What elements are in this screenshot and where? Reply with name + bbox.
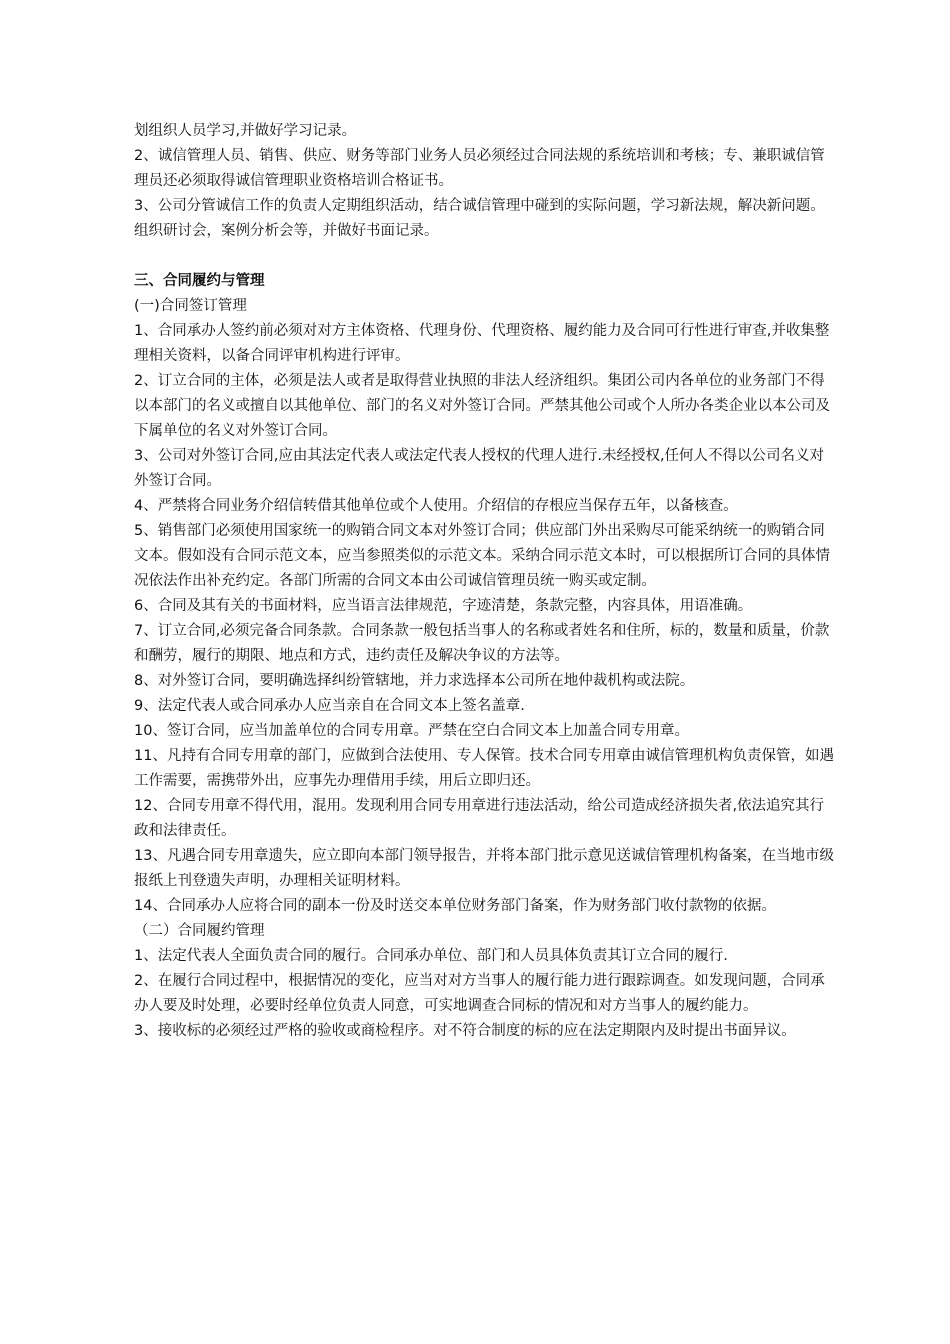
list-item: 14、合同承办人应将合同的副本一份及时送交本单位财务部门备案，作为财务部门收付款物的依据。 bbox=[134, 898, 776, 914]
list-item: 5、销售部门必须使用国家统一的购销合同文本对外签订合同；供应部门外出采购尽可能采纳统一的购销合同文本。假如没有合同示范文本，应当参照类似的示范文本。采纳合同示范文本时，可以根据所订合同的具体情况依法作出补充约定。各部门所需的合同文本由公司诚信管理员统一购买或定制。 bbox=[134, 523, 830, 589]
list-item: 1、合同承办人签约前必须对对方主体资格、代理身份、代理资格、履约能力及合同可行性进行审查,并收集整理相关资料，以备合同评审机构进行评审。 bbox=[134, 323, 830, 364]
document-body bbox=[134, 119, 834, 1044]
paragraph: 划组织人员学习,并做好学习记录。 bbox=[134, 123, 357, 139]
list-item: 9、法定代表人或合同承办人应当亲自在合同文本上签名盖章. bbox=[134, 698, 525, 714]
list-item: 3、公司对外签订合同,应由其法定代表人或法定代表人授权的代理人进行.未经授权,任何人不得以公司名义对外签订合同。 bbox=[134, 448, 825, 489]
subsection-title-signing: (一)合同签订管理 bbox=[134, 298, 247, 314]
list-item: 13、凡遇合同专用章遗失，应立即向本部门领导报告，并将本部门批示意见送诚信管理机构备案，在当地市级报纸上刊登遗失声明，办理相关证明材料。 bbox=[134, 848, 834, 889]
list-item: 4、严禁将合同业务介绍信转借其他单位或个人使用。介绍信的存根应当保存五年，以备核查。 bbox=[134, 498, 738, 514]
section-title: 三、合同履约与管理 bbox=[134, 273, 265, 289]
paragraph: 3、公司分管诚信工作的负责人定期组织活动，结合诚信管理中碰到的实际问题，学习新法规，解决新问题。组织研讨会，案例分析会等，并做好书面记录。 bbox=[134, 198, 825, 239]
list-item: 3、接收标的必须经过严格的验收或商检程序。对不符合制度的标的应在法定期限内及时提出书面异议。 bbox=[134, 1023, 796, 1039]
list-item: 2、订立合同的主体，必须是法人或者是取得营业执照的非法人经济组织。集团公司内各单位的业务部门不得以本部门的名义或擅自以其他单位、部门的名义对外签订合同。严禁其他公司或个人所办各类企业以本公司及下属单位的名义对外签订合同。 bbox=[134, 373, 830, 439]
list-item: 8、对外签订合同，要明确选择纠纷管辖地，并力求选择本公司所在地仲裁机构或法院。 bbox=[134, 673, 695, 689]
list-item: 2、在履行合同过程中，根据情况的变化，应当对对方当事人的履行能力进行跟踪调查。如发现问题，合同承办人要及时处理，必要时经单位负责人同意，可实地调查合同标的情况和对方当事人的履约能力。 bbox=[134, 973, 825, 1014]
list-item: 10、签订合同，应当加盖单位的合同专用章。严禁在空白合同文本上加盖合同专用章。 bbox=[134, 723, 689, 739]
list-item: 6、合同及其有关的书面材料，应当语言法律规范，字迹清楚，条款完整，内容具体，用语准确。 bbox=[134, 598, 753, 614]
list-item: 11、凡持有合同专用章的部门，应做到合法使用、专人保管。技术合同专用章由诚信管理机构负责保管，如遇工作需要，需携带外出，应事先办理借用手续，用后立即归还。 bbox=[134, 748, 834, 789]
list-item: 1、法定代表人全面负责合同的履行。合同承办单位、部门和人员具体负责其订立合同的履行. bbox=[134, 948, 728, 964]
subsection-title-performance: （二）合同履约管理 bbox=[134, 923, 265, 939]
paragraph: 2、诚信管理人员、销售、供应、财务等部门业务人员必须经过合同法规的系统培训和考核；专、兼职诚信管理员还必须取得诚信管理职业资格培训合格证书。 bbox=[134, 148, 825, 189]
list-item: 12、合同专用章不得代用，混用。发现利用合同专用章进行违法活动，给公司造成经济损失者,依法追究其行政和法律责任。 bbox=[134, 798, 825, 839]
blank-line bbox=[134, 244, 834, 269]
list-item: 7、订立合同,必须完备合同条款。合同条款一般包括当事人的名称或者姓名和住所，标的，数量和质量，价款和酬劳，履行的期限、地点和方式，违约责任及解决争议的方法等。 bbox=[134, 623, 830, 664]
